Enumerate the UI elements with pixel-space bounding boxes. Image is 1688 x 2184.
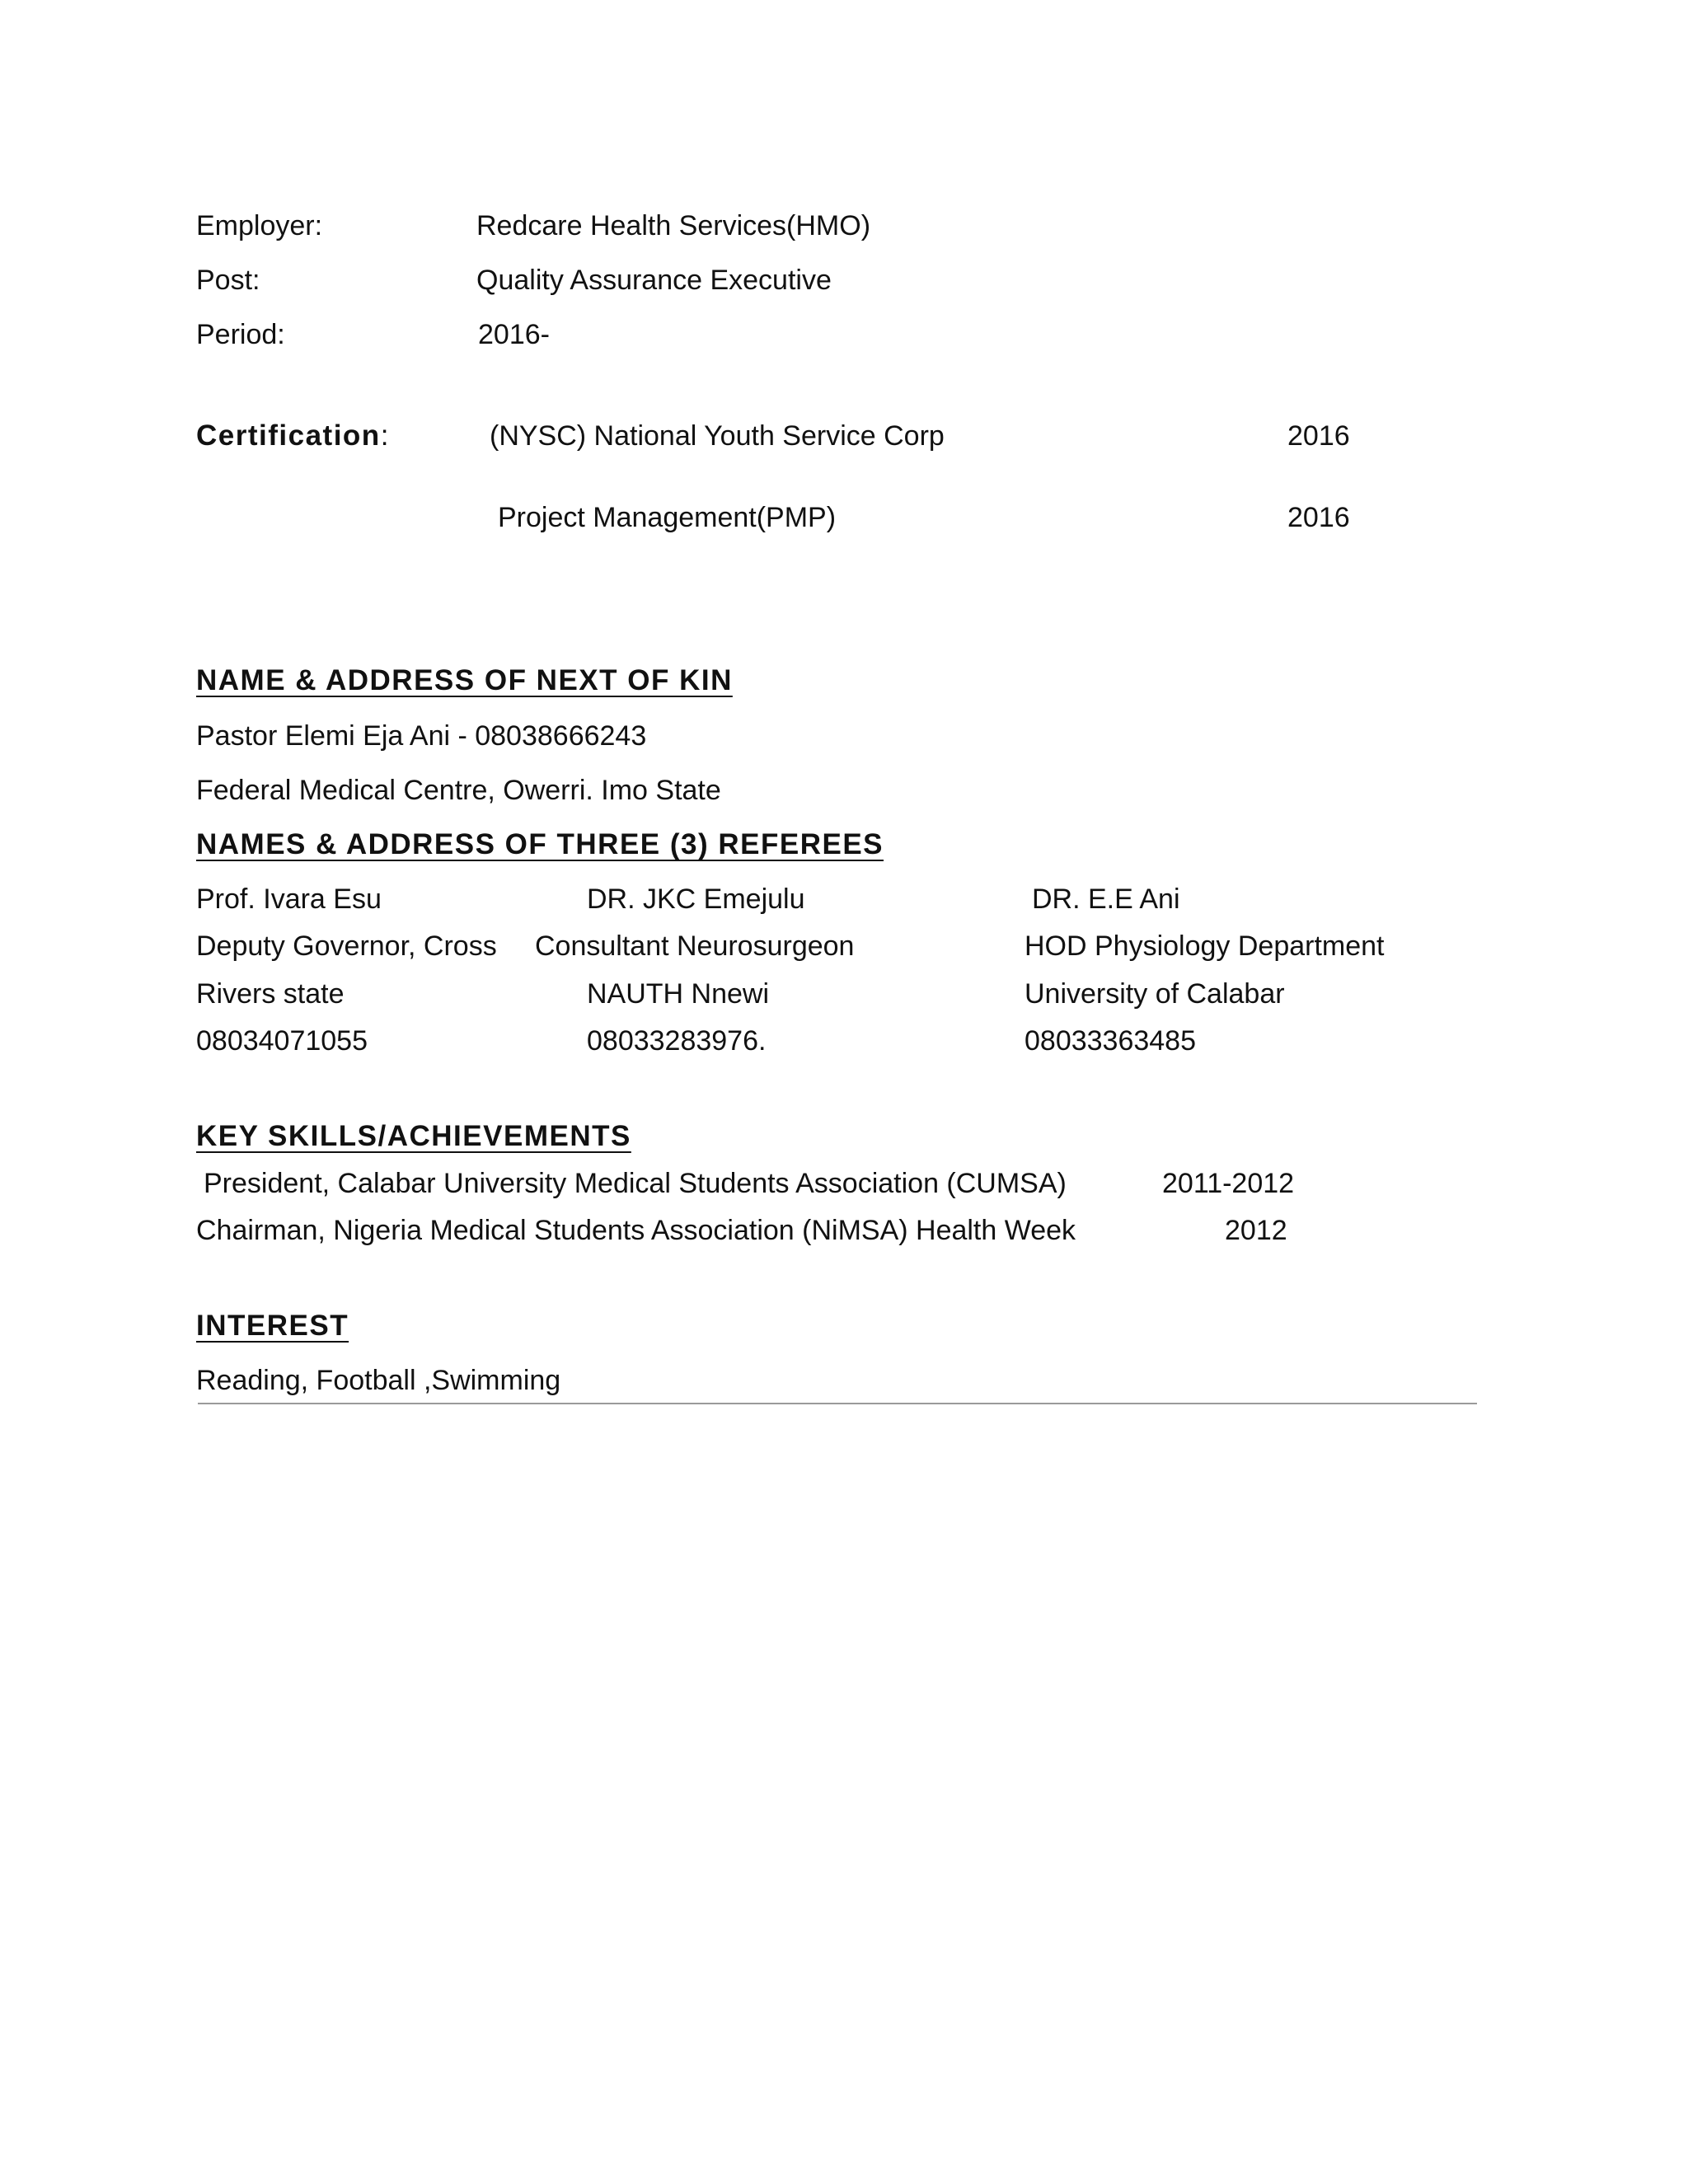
referee-name: DR. E.E Ani	[1032, 883, 1180, 915]
referee-title: HOD Physiology Department	[1025, 930, 1385, 962]
employer-label: Employer:	[196, 210, 323, 241]
referee-phone: 08033283976.	[587, 1025, 767, 1057]
next-of-kin-heading: NAME & ADDRESS OF NEXT OF KIN	[196, 664, 733, 696]
next-of-kin-line: Federal Medical Centre, Owerri. Imo State	[196, 775, 721, 806]
certification-label-text: Certification	[196, 419, 381, 452]
skill-item-text: Chairman, Nigeria Medical Students Association (NiMSA) Health Week	[196, 1215, 1076, 1246]
skill-item-text: President, Calabar University Medical Students Association (CUMSA)	[204, 1168, 1067, 1199]
skill-item-year: 2011-2012	[1162, 1168, 1295, 1199]
skill-item-year: 2012	[1225, 1215, 1287, 1246]
employer-value: Redcare Health Services(HMO)	[476, 210, 871, 241]
referee-place: Rivers state	[196, 978, 345, 1010]
certification-colon: :	[380, 419, 389, 452]
referee-name: Prof. Ivara Esu	[196, 883, 382, 915]
referees-heading: NAMES & ADDRESS OF THREE (3) REFEREES	[196, 828, 884, 860]
certification-item-name: Project Management(PMP)	[498, 502, 837, 533]
referee-place: University of Calabar	[1025, 978, 1285, 1010]
referee-title: Deputy Governor, Cross	[196, 930, 497, 962]
certification-label	[196, 419, 388, 452]
certification-item-name: (NYSC) National Youth Service Corp	[490, 420, 945, 452]
period-value: 2016-	[478, 319, 550, 350]
referee-title: Consultant Neurosurgeon	[535, 930, 855, 962]
horizontal-rule	[198, 1403, 1477, 1404]
referee-place: NAUTH Nnewi	[587, 978, 770, 1010]
post-value: Quality Assurance Executive	[476, 265, 832, 296]
referee-phone: 08033363485	[1025, 1025, 1197, 1057]
interest-heading: INTEREST	[196, 1310, 349, 1342]
referee-phone: 08034071055	[196, 1025, 368, 1057]
next-of-kin-line: Pastor Elemi Eja Ani - 08038666243	[196, 720, 647, 752]
post-label: Post:	[196, 265, 260, 296]
certification-item-year: 2016	[1287, 502, 1350, 533]
certification-item-year: 2016	[1287, 420, 1350, 452]
skills-heading: KEY SKILLS/ACHIEVEMENTS	[196, 1120, 631, 1152]
period-label: Period:	[196, 319, 285, 350]
referee-name: DR. JKC Emejulu	[587, 883, 805, 915]
interest-text: Reading, Football ,Swimming	[196, 1365, 561, 1396]
